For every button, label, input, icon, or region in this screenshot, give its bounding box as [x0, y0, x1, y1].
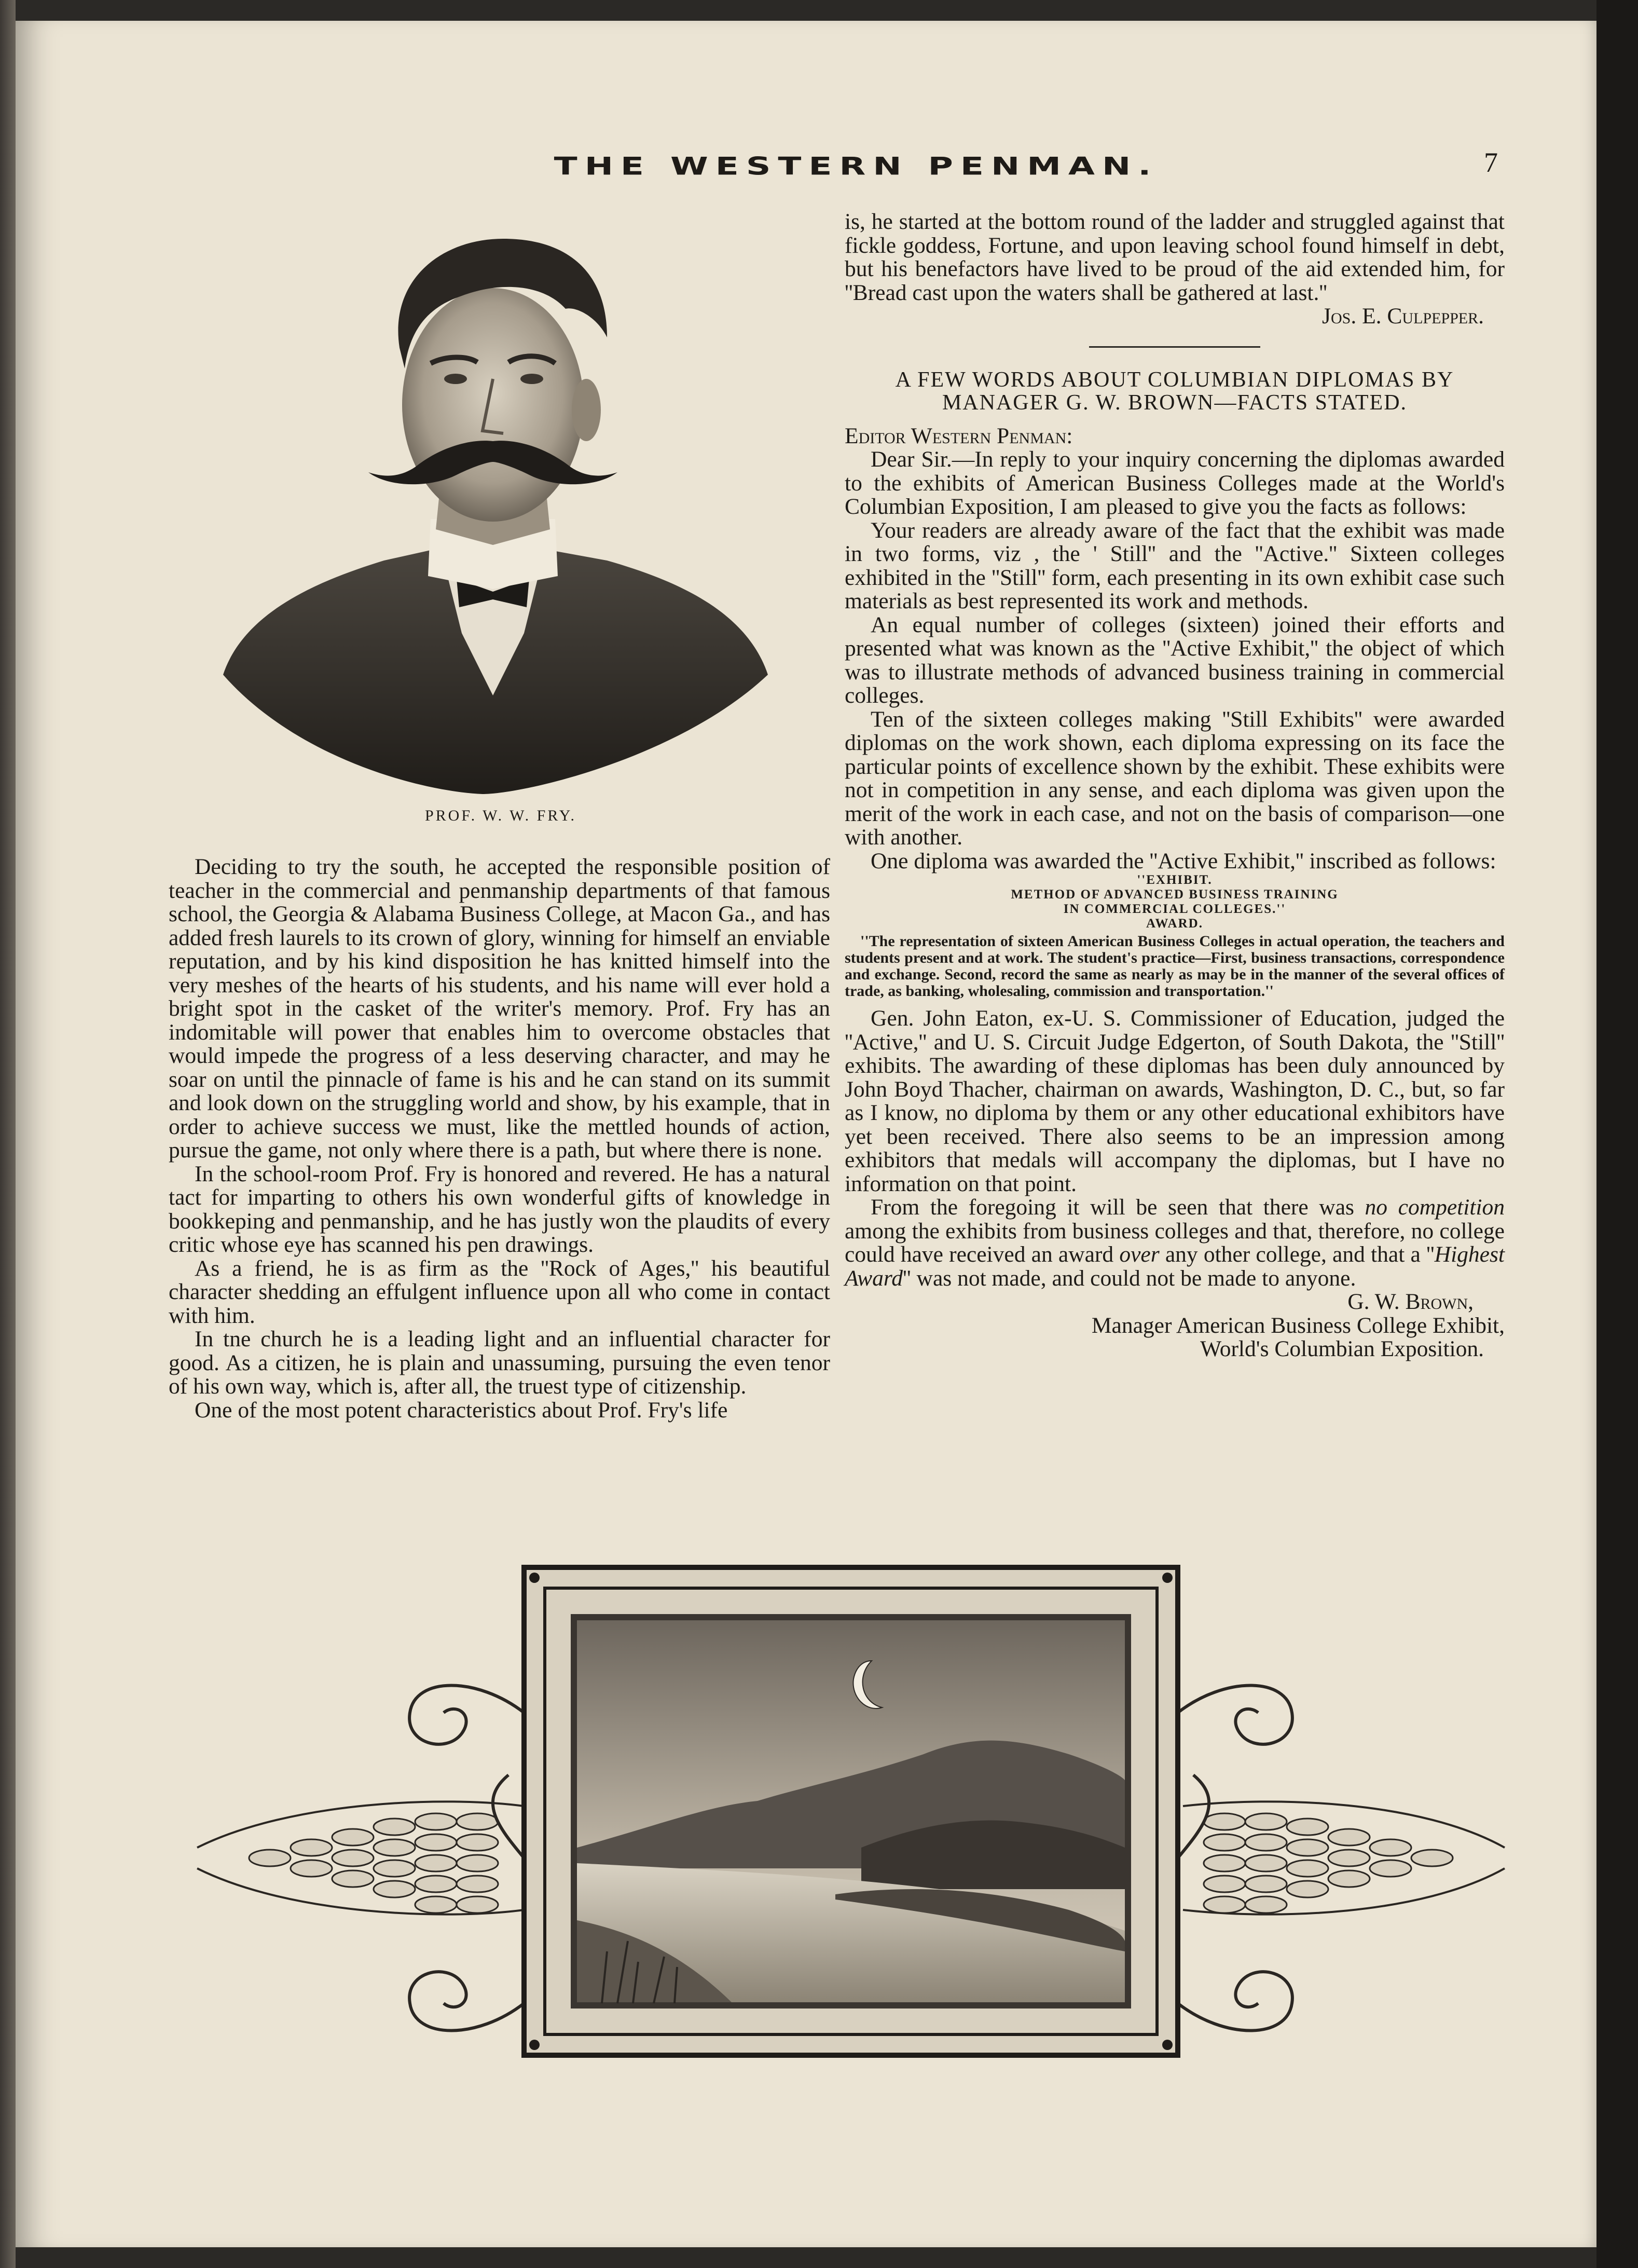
paragraph: In tne church he is a leading light and an influential character for good. As a citizen, he is plain and unassuming, pursuing the even tenor of his own way, which is, after all, the truest type of citizenship.	[169, 1327, 830, 1399]
paragraph: Deciding to try the south, he accepted the responsible position of teacher in the commercial and penmanship departments of that famous school, the Georgia & Alabama Business College, at Macon Ga., and has added fresh laurels to its crown of glory, winning for himself an enviable reputation, and by his kind disposition he has knitted himself into the very meshes of the hearts of his students, and his name will ever hold a bright spot in the casket of the writer's memory. Prof. Fry has an indomitable will power that enables him to overcome obstacles that would impede the progress of a less deserving character, and may he soar on until the pinnacle of fame is his and he can stand on its summit and look down on the struggling world and show, by his example, that in order to achieve success we must, like the mettled hounds of action, pursue the game, not only where there is a path, but where there is none.	[169, 854, 830, 1163]
award-heading-line: AWARD.	[1146, 917, 1203, 931]
paragraph: One of the most potent characteristics about Prof. Fry's life	[195, 1397, 728, 1423]
article-heading: A FEW WORDS ABOUT COLUMBIAN DIPLOMAS BY MANAGER G. W. BROWN—FACTS STATED.	[895, 367, 1454, 415]
continuation-paragraph: is, he started at the bottom round of the ladder and struggled against that fickle goddess, Fortune, and upon leaving school found himself in debt, but his benefactors have lived to be proud of the aid extended him, for ''Bread cast upon the waters shall be gathered at last.''	[845, 209, 1505, 305]
award-inscription: ''The representation of sixteen American Business Colleges in actual operation, the teachers and students present and at work. The student's practice—First, business transactions, correspondence and exchange. Second, record the same as nearly as may be in the manner of the several offices of trade, as banking, wholesaling, commission and transportation.''	[845, 933, 1505, 1000]
closing-title: Manager American Business College Exhibit,	[1091, 1313, 1505, 1338]
closing-name: G. W. Brown,	[1347, 1289, 1474, 1314]
portrait-caption: PROF. W. W. FRY.	[424, 807, 577, 824]
paragraph: Ten of the sixteen colleges making ''Still Exhibits'' were awarded diplomas on the work shown, each diploma expressing on its face the particular points of excellence shown by the exhibit. These exhibits were not in competition in any sense, and each diploma was given upon the merit of the work in each case, and not on the basis of comparison—one with another.	[845, 706, 1505, 850]
paragraph: One diploma was awarded the ''Active Exhibit,'' inscribed as follows:	[871, 848, 1496, 873]
text-span: '' was not made, and could not be made to anyone.	[903, 1265, 1356, 1291]
text-span: From the foregoing it will be seen that there was	[871, 1195, 1365, 1220]
text-span: among the exhibits from business colleges and that, therefore, no college could have received an award	[845, 1218, 1505, 1267]
paragraph: In the school-room Prof. Fry is honored and revered. He has a natural tact for imparting to others his own wonderful gifts of knowledge in bookkeping and penmanship, and he has justly won the plaudits of every critic whose eye has scanned his pen drawings.	[169, 1161, 830, 1257]
italic-phrase: no competition	[1365, 1195, 1505, 1220]
masthead: THE WESTERN PENMAN.	[554, 152, 1159, 181]
paragraph: Dear Sir.—In reply to your inquiry concerning the diplomas awarded to the exhibits of American Business Colleges made at the World's Columbian Exposition, I am pleased to give you the facts as follows:	[845, 447, 1505, 519]
paragraph: Your readers are already aware of the fact that the exhibit was made in two forms, viz , the ' Still'' and the ''Active.'' Sixteen colleges exhibited in the ''Still'' form, each presenting in its own exhibit case such materials as best represented its work and methods.	[845, 517, 1505, 613]
left-column-text	[169, 855, 830, 1422]
italic-phrase: Highest Award	[845, 1242, 1505, 1291]
paragraph: Gen. John Eaton, ex-U. S. Commissioner of Education, judged the ''Active,'' and U. S. Circuit Judge Edgerton, of South Dakota, the ''Still'' exhibits. The awarding of these diplomas has been duly announced by John Boyd Thacher, chairman on awards, Washington, D. C., but, so far as I know, no diploma by them or any other educational exhibitors have yet been received. There also seems to be an impression among exhibitors that medals will accompany the diplomas, but I have no information on that point.	[845, 1006, 1505, 1196]
paragraph: As a friend, he is as firm as the ''Rock of Ages,'' his beautiful character shedding an effulgent influence upon all who come in contact with him.	[169, 1255, 830, 1328]
closing-title: World's Columbian Exposition.	[1200, 1336, 1484, 1361]
text-span: any other college, and that a ''	[1159, 1242, 1435, 1267]
section-divider	[1089, 346, 1260, 348]
continuation-signature: Jos. E. Culpepper.	[1322, 304, 1484, 329]
page-number: 7	[1484, 147, 1498, 178]
paragraph: An equal number of colleges (sixteen) joined their efforts and presented what was known as the ''Active Exhibit,'' the object of which was to illustrate methods of advanced business training in commercial colleges.	[845, 612, 1505, 708]
right-column-text	[845, 210, 1505, 1361]
final-paragraph	[845, 1196, 1505, 1290]
award-heading-line: METHOD OF ADVANCED BUSINESS TRAINING	[1011, 887, 1339, 901]
book-binding	[0, 0, 16, 2268]
award-heading-line: ''EXHIBIT.	[1137, 873, 1213, 887]
landscape-vignette-illustration	[187, 1557, 1515, 2066]
closing-block	[845, 1290, 1505, 1361]
italic-phrase: over	[1119, 1242, 1160, 1267]
portrait-illustration	[213, 218, 778, 799]
page-edge-shadow	[1596, 0, 1638, 2268]
salutation: Editor Western Penman:	[845, 423, 1073, 448]
award-heading-line: IN COMMERCIAL COLLEGES.''	[1063, 902, 1286, 916]
